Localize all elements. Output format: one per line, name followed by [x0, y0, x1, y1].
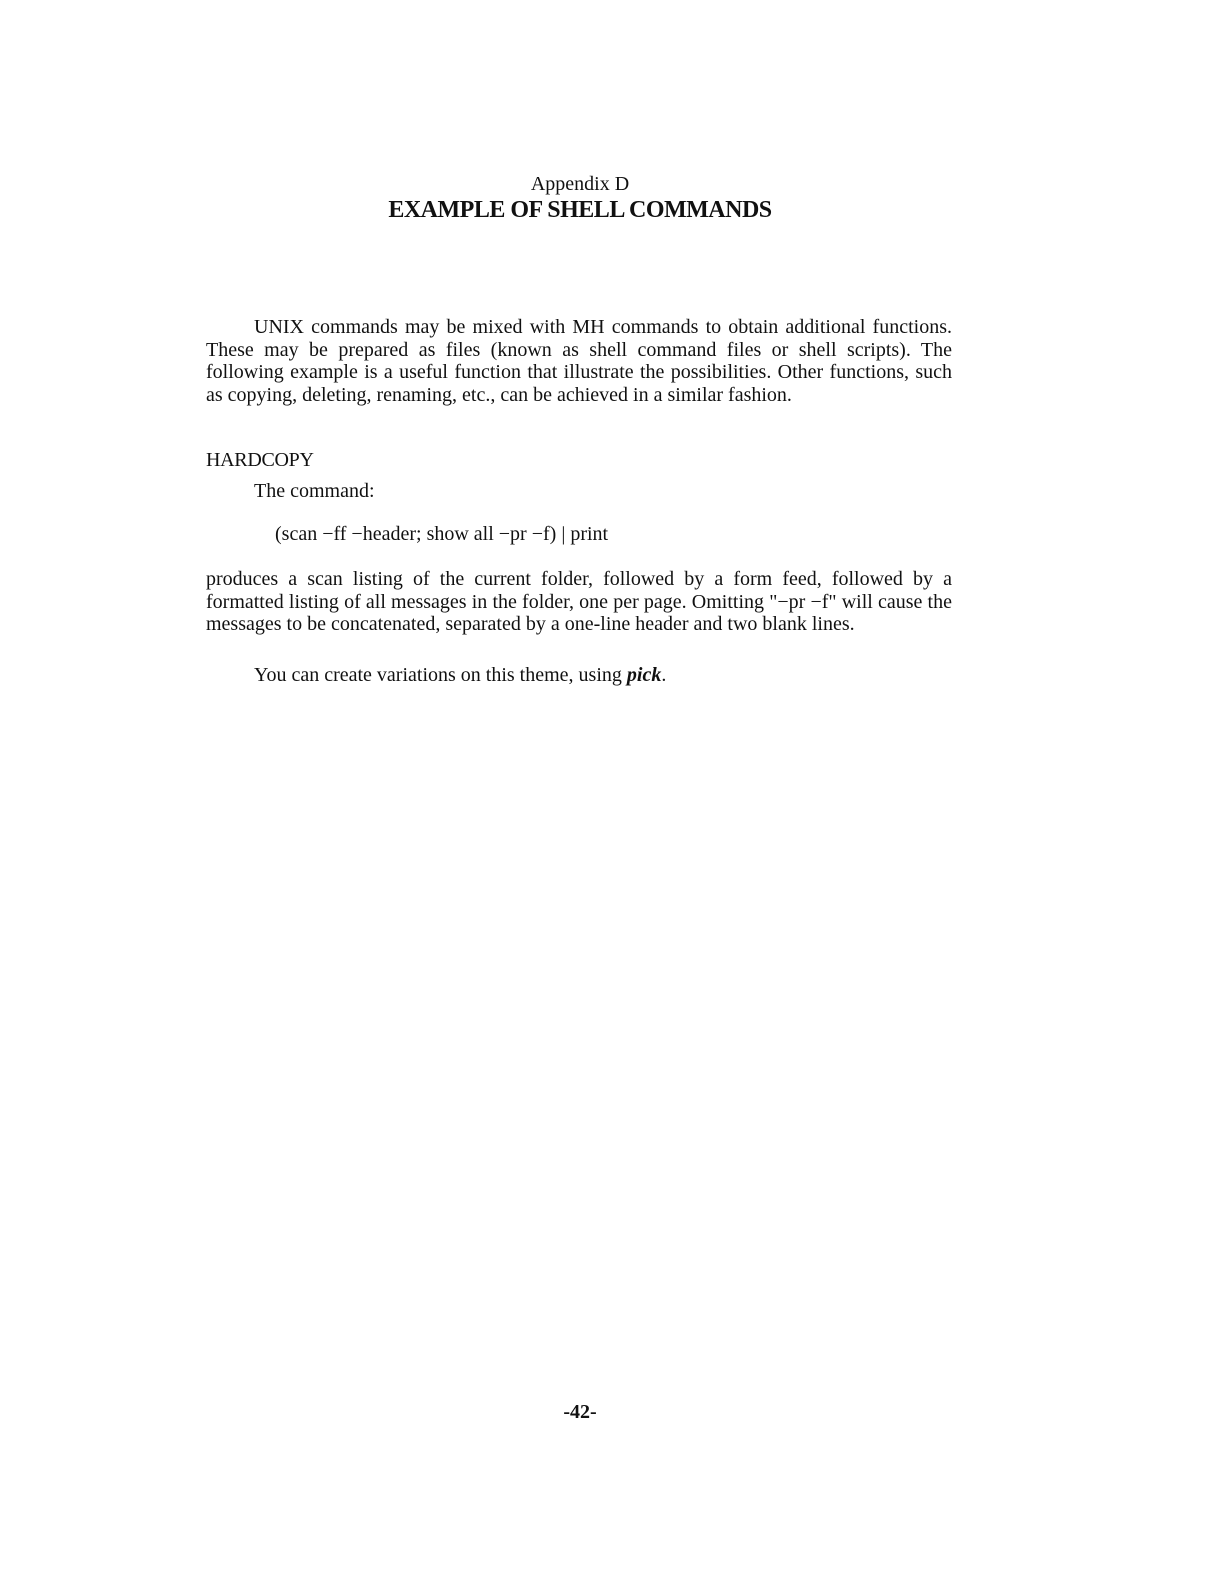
- intro-paragraph: UNIX commands may be mixed with MH commands to obtain additional functions. These may be prepared as files (known as shell command files or shell scripts). The following example is a useful function that illustrate the possibilities. Other functions, such as copying, deleting, renaming, etc., can be achieved in a similar fashion.: [206, 316, 952, 406]
- closing-period: .: [661, 664, 667, 686]
- page-title: EXAMPLE OF SHELL COMMANDS: [388, 197, 772, 223]
- appendix-label: Appendix D: [530, 173, 630, 195]
- command-lead-text: The command:: [254, 480, 375, 502]
- shell-command-example: (scan −ff −header; show all −pr −f) | print: [275, 523, 609, 545]
- closing-paragraph: [254, 663, 666, 687]
- pick-command-emphasis: pick: [626, 664, 662, 686]
- command-description-paragraph: produces a scan listing of the current folder, followed by a form feed, followed by a formatted listing of all messages in the folder, one per page. Omitting "−pr −f" will cause the messages to be concatenated, separated by a one-line header and two blank lines.: [206, 568, 952, 635]
- closing-text: You can create variations on this theme, using: [254, 664, 627, 686]
- page-number: -42-: [563, 1401, 597, 1423]
- section-heading: HARDCOPY: [206, 449, 314, 471]
